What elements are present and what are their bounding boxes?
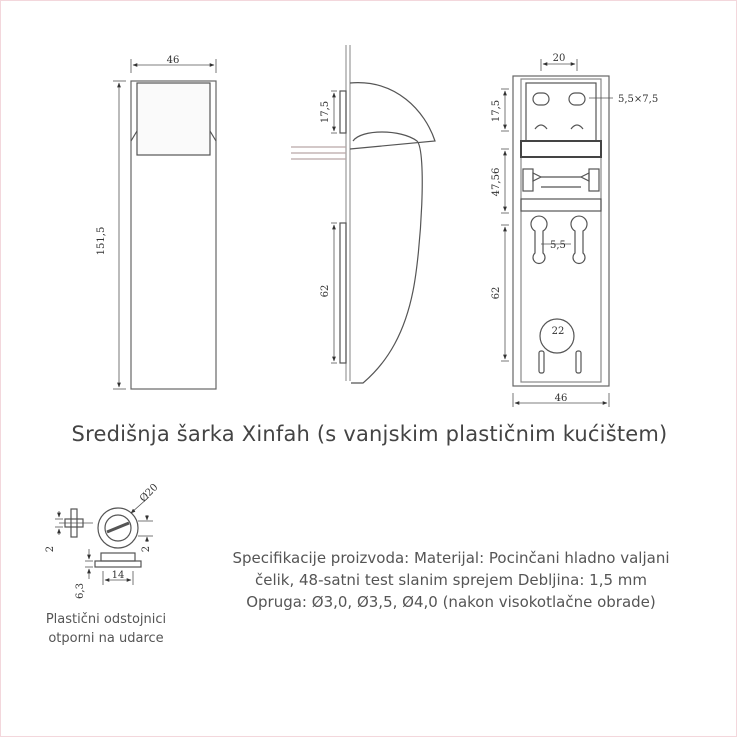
slot-left: [533, 93, 549, 105]
rear-mid-height-label: 47,56: [491, 167, 502, 197]
front-height-label: 151,5: [96, 226, 107, 256]
product-specification: [191, 547, 711, 613]
side-lower-label: 62: [320, 284, 331, 298]
spec-line-3: Opruga: Ø3,0, Ø3,5, Ø4,0 (nakon visokotlačne obrade): [246, 593, 656, 611]
spacer-detail: [55, 497, 153, 585]
spacer-caption-line-2: otporni na udarce: [48, 631, 164, 646]
side-top-label: 17,5: [320, 100, 331, 124]
rear-keyhole-label: 5,5: [550, 240, 566, 251]
spec-line-2: čelik, 48-satni test slanim sprejem Debljina: 1,5 mm: [254, 571, 647, 589]
spacer-right-label: 2: [141, 545, 152, 553]
spacer-caption: [21, 610, 191, 648]
spacer-caption-line-1: Plastični odstojnici: [45, 612, 167, 627]
spec-line-1: Specifikacije proizvoda: Materijal: Pocinčani hladno valjani: [232, 549, 670, 567]
rear-view: [501, 59, 613, 407]
slot-right: [569, 93, 585, 105]
side-cap-curve: [350, 83, 435, 149]
front-width-label: 46: [166, 55, 180, 66]
side-housing-curve: [351, 132, 422, 383]
spacer-width-label: 14: [111, 570, 125, 581]
front-cap: [137, 83, 210, 155]
side-view: [291, 45, 435, 383]
keyhole-right: [571, 216, 587, 263]
hinge-pivot: [521, 141, 601, 157]
rear-hole-label: 22: [551, 326, 565, 337]
rear-body-outline: [513, 76, 609, 386]
spacer-left-label: 2: [45, 545, 56, 553]
rear-top-height-label: 17,5: [491, 99, 502, 123]
product-title: Središnja šarka Xinfah (s vanjskim plastičnim kućištem): [71, 422, 668, 446]
rear-lower-height-label: 62: [491, 286, 502, 300]
rear-bottom-width-label: 46: [554, 393, 568, 404]
front-view: [113, 59, 216, 389]
keyhole-left: [531, 216, 547, 263]
spacer-bottom-label: 6,3: [75, 583, 86, 599]
rear-slot-label: 5,5×7,5: [618, 94, 659, 105]
rear-top-width-label: 20: [552, 53, 566, 64]
spacer-diameter-label: Ø20: [137, 481, 161, 505]
